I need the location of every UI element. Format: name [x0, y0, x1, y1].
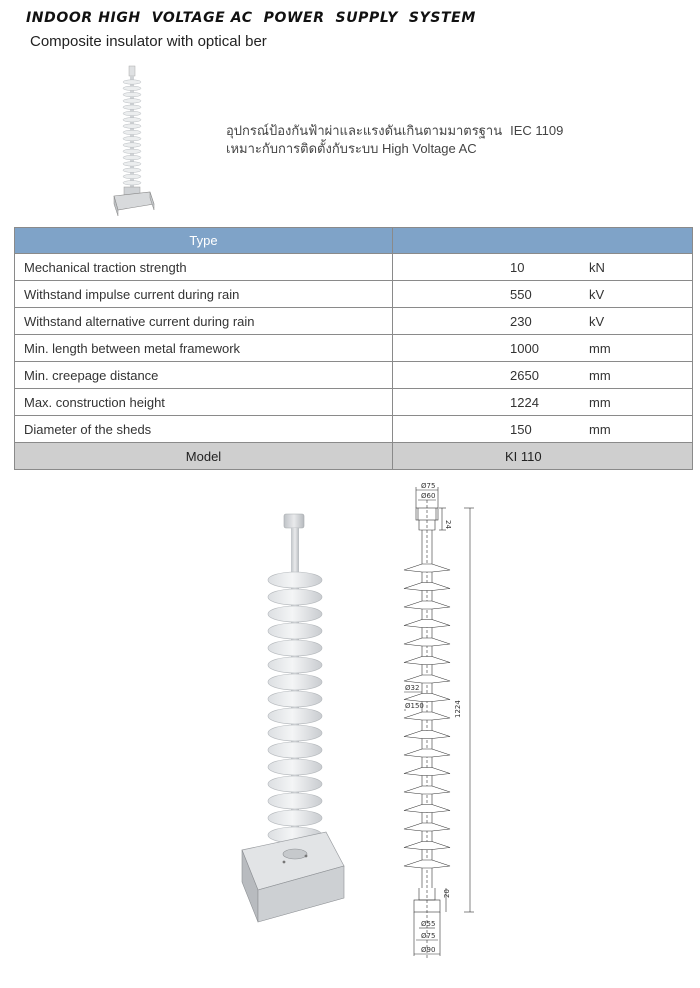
table-row: [15, 281, 693, 308]
row-value: 150: [510, 422, 532, 437]
model-value: KI 110: [505, 449, 542, 464]
row-label: Min. length between metal framework: [15, 335, 393, 362]
row-value: 230: [510, 314, 532, 329]
shed-disc: [268, 708, 322, 724]
shed-disc: [268, 657, 322, 673]
row-unit: kV: [589, 287, 605, 302]
row-value-cell: [393, 335, 693, 362]
shed-profile: [404, 620, 450, 628]
shed-disc: [268, 776, 322, 792]
shed-disc: [268, 572, 322, 588]
shed-disc: [123, 92, 141, 96]
shed-profile: [404, 583, 450, 591]
row-value-cell: [393, 308, 693, 335]
row-value-cell: [393, 416, 693, 443]
row-unit: kV: [589, 314, 605, 329]
dim-bottom-1: Ø55: [421, 920, 436, 928]
shed-disc: [123, 168, 141, 172]
shed-profile: [404, 768, 450, 776]
shed-disc: [123, 118, 141, 122]
shed-disc: [268, 742, 322, 758]
dim-total-height: 1224: [454, 700, 462, 718]
dim-bottom-height: 20: [443, 889, 451, 898]
table-row: [15, 254, 693, 281]
dim-top-inner: Ø60: [421, 492, 436, 500]
row-value-cell: [393, 281, 693, 308]
shed-disc: [123, 124, 141, 128]
description-line-2: เหมาะกับการติดตั้งกับระบบ High Voltage AC: [226, 141, 477, 156]
shed-disc: [123, 181, 141, 185]
insulator-thumbnail: [108, 64, 156, 216]
shed-disc: [123, 174, 141, 178]
shed-disc: [268, 691, 322, 707]
description-thai: อุปกรณ์ป้องกันฟ้าผ่าและแรงดันเกินตามมาตรฐาน: [226, 123, 503, 138]
row-unit: mm: [589, 341, 611, 356]
shed-profile: [404, 842, 450, 850]
shed-disc: [123, 137, 141, 141]
table-row: [15, 308, 693, 335]
row-unit: mm: [589, 422, 611, 437]
dim-bottom-2: Ø75: [421, 932, 436, 940]
row-value: 10: [510, 260, 525, 275]
row-value-cell: [393, 362, 693, 389]
spec-table: [14, 227, 693, 470]
dim-top-outer: Ø75: [421, 482, 436, 490]
shed-disc: [268, 640, 322, 656]
shed-profile: [404, 860, 450, 868]
model-label: Model: [15, 443, 393, 470]
shed-profile: [404, 749, 450, 757]
table-row: [15, 362, 693, 389]
shed-disc: [268, 589, 322, 605]
shed-profile: [404, 638, 450, 646]
row-label: Min. creepage distance: [15, 362, 393, 389]
shed-disc: [123, 130, 141, 134]
shed-disc: [123, 99, 141, 103]
shed-profile: [404, 564, 450, 572]
shed-profile: [404, 694, 450, 702]
shed-disc: [123, 111, 141, 115]
shed-profile: [404, 601, 450, 609]
row-unit: mm: [589, 395, 611, 410]
dimension-drawing: [394, 478, 478, 978]
row-label: Mechanical traction strength: [15, 254, 393, 281]
shed-disc: [268, 793, 322, 809]
description-standard: IEC 1109: [510, 123, 564, 138]
shed-disc: [268, 674, 322, 690]
row-label: Withstand alternative current during rain: [15, 308, 393, 335]
shed-disc: [123, 155, 141, 159]
row-value: 1224: [510, 395, 539, 410]
dim-core: Ø32: [405, 684, 420, 692]
spec-table-header: [15, 228, 693, 254]
shed-disc: [123, 80, 141, 84]
shed-disc: [268, 623, 322, 639]
shed-profile: [404, 731, 450, 739]
shed-disc: [268, 606, 322, 622]
shed-disc: [123, 162, 141, 166]
row-value: 550: [510, 287, 532, 302]
shed-disc: [268, 810, 322, 826]
dim-bottom-3: Ø90: [421, 946, 436, 954]
row-value: 1000: [510, 341, 539, 356]
row-label: Withstand impulse current during rain: [15, 281, 393, 308]
shed-disc: [268, 725, 322, 741]
table-row: [15, 416, 693, 443]
shed-disc: [123, 86, 141, 90]
type-header-cell: Type: [15, 228, 393, 254]
shed-profile: [404, 805, 450, 813]
shed-disc: [123, 143, 141, 147]
dim-shed: Ø150: [405, 702, 424, 710]
row-value-cell: [393, 254, 693, 281]
shed-disc: [123, 105, 141, 109]
shed-profile: [404, 657, 450, 665]
row-value: 2650: [510, 368, 539, 383]
dim-top-height: 24: [444, 520, 452, 529]
shed-profile: [404, 675, 450, 683]
shed-disc: [268, 759, 322, 775]
shed-disc: [123, 149, 141, 153]
insulator-photo: [236, 510, 356, 925]
row-unit: mm: [589, 368, 611, 383]
row-unit: kN: [589, 260, 605, 275]
shed-profile: [404, 786, 450, 794]
row-label: Diameter of the sheds: [15, 416, 393, 443]
model-row: [15, 443, 693, 470]
table-row: [15, 335, 693, 362]
page-subtitle: Composite insulator with optical ber: [30, 33, 267, 50]
value-header-cell: [393, 228, 693, 254]
page-title: INDOOR HIGH VOLTAGE AC POWER SUPPLY SYSTEM: [26, 10, 476, 26]
shed-profile: [404, 823, 450, 831]
model-value-cell: [393, 443, 693, 470]
table-row: [15, 389, 693, 416]
row-value-cell: [393, 389, 693, 416]
shed-profile: [404, 712, 450, 720]
row-label: Max. construction height: [15, 389, 393, 416]
